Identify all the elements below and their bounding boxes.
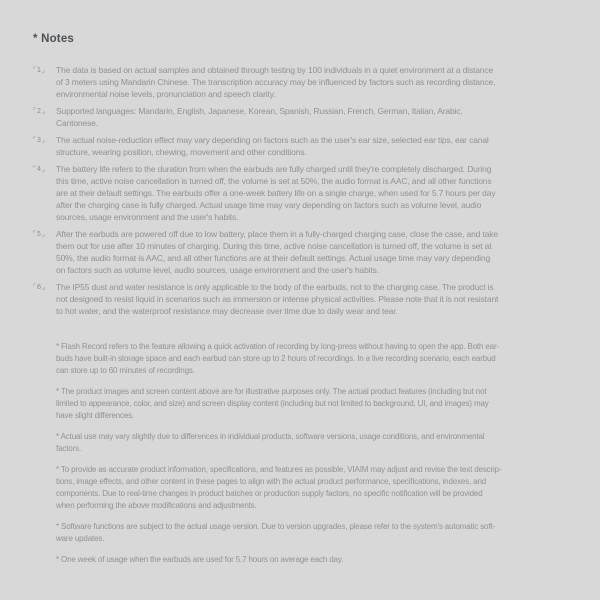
note-index-marker: ⌜2⌟ [33, 107, 46, 115]
note-index-marker: ⌜6⌟ [33, 283, 46, 291]
note-item [33, 163, 567, 223]
footnote-line: * Flash Record refers to the feature allowing a quick activation of recording by long-press without having to open the app. Both ear- [56, 342, 499, 351]
note-text [56, 134, 567, 158]
note-item [33, 281, 567, 317]
note-line: are at their default settings. The earbuds offer a one-week battery life on a single charge, when used for 5.7 hours per day [56, 188, 496, 198]
footnote-line: * Software functions are subject to the actual usage version. Due to version upgrades, please refer to the system's automatic soft- [56, 522, 496, 531]
note-line: Cantonese. [56, 118, 98, 128]
note-text [56, 228, 567, 276]
note-line: The battery life refers to the duration from when the earbuds are fully charged until they're completely discharged. During [56, 164, 492, 174]
note-line: on factors such as volume level, audio sources, usage environment and the user's habits. [56, 265, 379, 275]
note-text [56, 105, 567, 129]
note-line: structure, wearing position, chewing, movement and other conditions. [56, 147, 307, 157]
note-line: after the charging case is fully charged. Actual usage time may vary depending on factors such as volume level, audio [56, 200, 482, 210]
note-index-marker: ⌜4⌟ [33, 165, 46, 173]
footnote-line: buds have built-in storage space and each earbud can store up to 2 hours of recordings. In a live recording scenario, each earbud [56, 354, 496, 363]
note-text [56, 64, 567, 100]
note-index-marker: ⌜1⌟ [33, 66, 46, 74]
footnote-line: * Actual use may vary slightly due to differences in individual products, software versions, usage conditions, and environmental [56, 432, 485, 441]
note-text [56, 281, 567, 317]
footnote-line: when performing the above modifications and adjustments. [56, 501, 257, 510]
footnote-paragraph [56, 464, 567, 512]
note-text [56, 163, 567, 223]
note-line: sources, usage environment and the user's habits. [56, 212, 239, 222]
footnotes-section [56, 341, 567, 566]
footnote-paragraph [56, 431, 567, 455]
note-item [33, 134, 567, 158]
footnote-line: * One week of usage when the earbuds are used for 5.7 hours on average each day. [56, 555, 344, 564]
footnote-line: factors. [56, 444, 82, 453]
footnote-paragraph [56, 521, 567, 545]
note-line: The data is based on actual samples and obtained through testing by 100 individuals in a quiet environment at a distance [56, 65, 494, 75]
note-item [33, 64, 567, 100]
footnote-line: have slight differences. [56, 411, 135, 420]
note-index-marker: ⌜3⌟ [33, 136, 46, 144]
footnote-paragraph [56, 386, 567, 422]
footnote-line: ware updates. [56, 534, 105, 543]
note-line: The actual noise-reduction effect may vary depending on factors such as the user's ear size, selected ear tips, ear canal [56, 135, 489, 145]
note-line: to hot water, and the waterproof resistance may decrease over time due to daily wear and tear. [56, 306, 398, 316]
note-line: not designed to resist liquid in scenarios such as immersion or intense physical activities. Please note that it is not resistant [56, 294, 499, 304]
note-line: The IP55 dust and water resistance is only applicable to the body of the earbuds, not to the charging case. The product is [56, 282, 494, 292]
note-line: this time, active noise cancellation is turned off, the volume is set at 50%, the audio format is AAC, and all other functions [56, 176, 492, 186]
footnote-line: limited to appearance, color, and size) and screen display content (including but not limited to background, UI, and images) may [56, 399, 489, 408]
note-line: Supported languages: Mandarin, English, Japanese, Korean, Spanish, Russian, French, German, Italian, Arabic, [56, 106, 463, 116]
note-line: 50%, the audio format is AAC, and all other functions are at their default settings. Actual usage time may vary depending [56, 253, 491, 263]
note-line: them out for use after 10 minutes of charging. During this time, active noise cancellation is turned off, the volume is set at [56, 241, 492, 251]
footnote-line: can store up to 60 minutes of recordings. [56, 366, 195, 375]
footnote-line: tions, image effects, and other content in these pages to align with the actual product performance, specifications, indexes, and [56, 477, 487, 486]
note-line: environmental noise levels, pronunciation and speech clarity. [56, 89, 276, 99]
footnote-line: * The product images and screen content above are for illustrative purposes only. The actual product features (including but not [56, 387, 487, 396]
footnote-line: components. Due to real-time changes in product batches or production supply factors, no specific notification will be provided [56, 489, 483, 498]
footnote-line: * To provide as accurate product information, specifications, and features as possible, VIAIM may adjust and revise the text descrip- [56, 465, 502, 474]
footnote-paragraph [56, 554, 567, 566]
note-item [33, 228, 567, 276]
footnote-paragraph [56, 341, 567, 377]
note-line: After the earbuds are powered off due to low battery, place them in a fully-charged charging case, close the case, and take [56, 229, 498, 239]
page-title: * Notes [33, 33, 75, 45]
note-item [33, 105, 567, 129]
notes-list [33, 64, 567, 317]
note-line: of 3 meters using Mandarin Chinese. The transcription accuracy may be influenced by factors such as recording distance, [56, 77, 496, 87]
note-index-marker: ⌜5⌟ [33, 230, 46, 238]
